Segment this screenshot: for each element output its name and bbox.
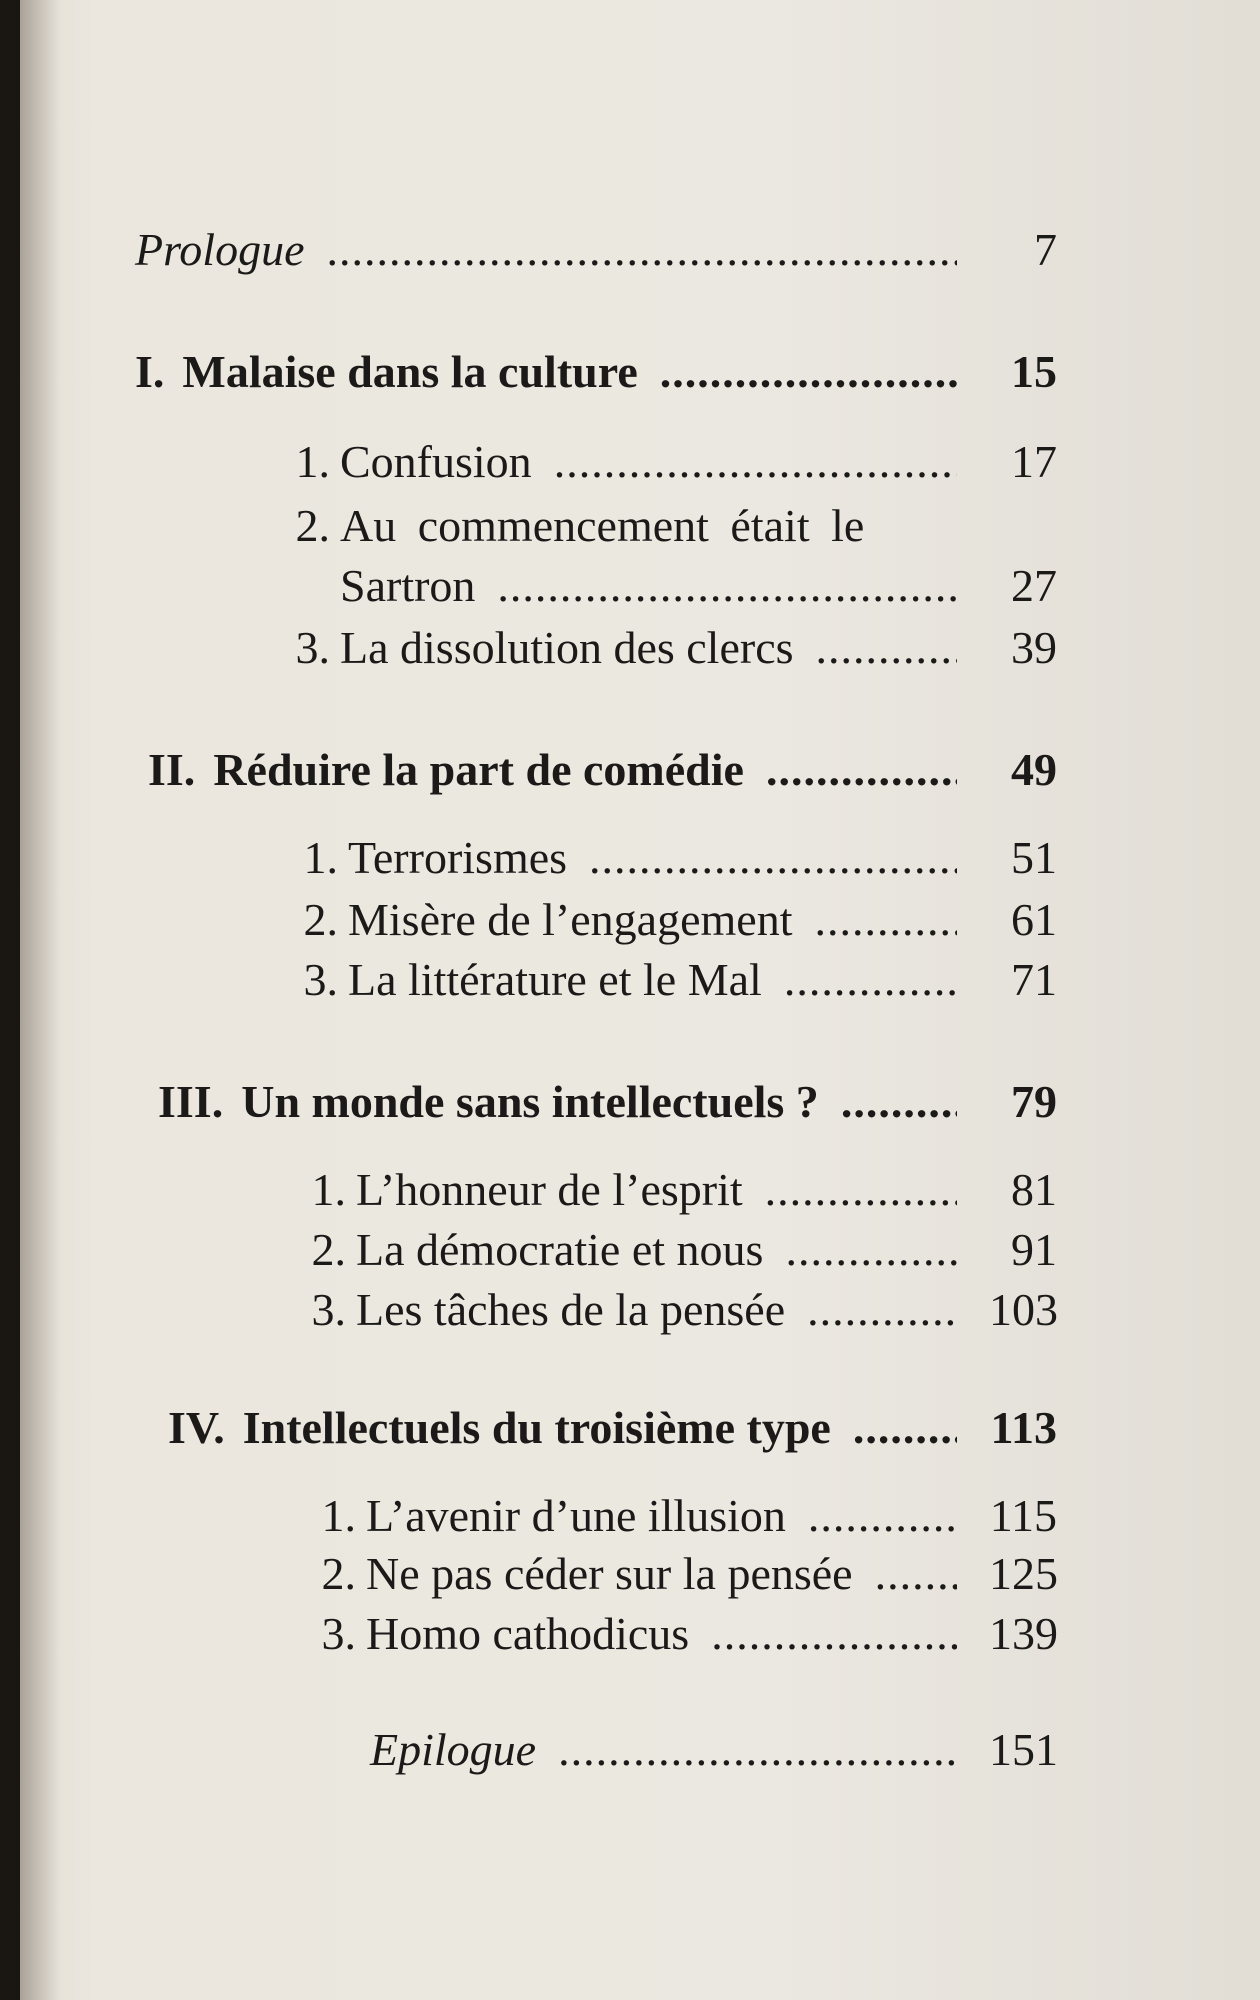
leader-dots [784, 950, 957, 1010]
toc-part-1 [135, 342, 1057, 402]
chapter-number: 2. [295, 500, 330, 551]
page-gutter-shadow [20, 0, 60, 2000]
toc-chapter-2-2 [280, 890, 1057, 950]
chapter-number: 3. [321, 1608, 356, 1659]
toc-title: Ne pas céder sur la pensée [366, 1548, 853, 1599]
leader-dots [853, 1398, 957, 1458]
toc-part-4 [168, 1398, 1057, 1458]
leader-dots [816, 618, 957, 678]
toc-title: La littérature et le Mal [348, 954, 762, 1005]
page-number: 71 [1011, 954, 1057, 1005]
chapter-number: 1. [311, 1164, 346, 1215]
toc-title: Intellectuels du troisième type [242, 1402, 831, 1453]
page-number: 103 [989, 1284, 1058, 1335]
leader-dots [327, 220, 958, 280]
toc-title: Un monde sans intellectuels ? [241, 1076, 819, 1127]
page-number: 113 [990, 1402, 1057, 1453]
leader-dots [660, 342, 957, 402]
leader-dots [589, 828, 957, 888]
toc-title: Malaise dans la culture [182, 346, 638, 397]
toc-chapter-3-1 [288, 1160, 1057, 1220]
page-number: 15 [1011, 346, 1057, 397]
leader-dots [808, 1486, 957, 1546]
page-number: 49 [1011, 744, 1057, 795]
page-number: 61 [1011, 894, 1057, 945]
toc-chapter-3-2 [288, 1220, 1057, 1280]
toc-title: L’honneur de l’esprit [356, 1164, 743, 1215]
toc-chapter-1-3 [272, 618, 1057, 678]
leader-dots [807, 1280, 957, 1340]
chapter-number: 2. [311, 1224, 346, 1275]
toc-title: Au commencement était le [340, 500, 865, 551]
chapter-number: 3. [303, 954, 338, 1005]
chapter-number: 3. [311, 1284, 346, 1335]
part-numeral: IV. [168, 1402, 225, 1453]
toc-title: Prologue [135, 224, 305, 275]
chapter-number: 1. [295, 436, 330, 487]
toc-title: Misère de l’engagement [348, 894, 793, 945]
chapter-number: 1. [321, 1490, 356, 1541]
leader-dots [711, 1604, 957, 1664]
chapter-number: 1. [303, 832, 338, 883]
chapter-number: 2. [303, 894, 338, 945]
toc-title: Les tâches de la pensée [356, 1284, 786, 1335]
page-number: 81 [1011, 1164, 1057, 1215]
page-number: 79 [1011, 1076, 1057, 1127]
toc-title: La démocratie et nous [356, 1224, 764, 1275]
toc-title: Epilogue [370, 1724, 537, 1775]
book-page [20, 0, 1260, 2000]
toc-title: Terrorismes [348, 832, 568, 883]
page-number: 125 [989, 1548, 1058, 1599]
toc-title: L’avenir d’une illusion [366, 1490, 786, 1541]
leader-dots [558, 1720, 957, 1780]
toc-title: La dissolution des clercs [340, 622, 794, 673]
toc-part-2 [148, 740, 1057, 800]
toc-chapter-3-3 [288, 1280, 1057, 1340]
toc-chapter-1-2-line1 [272, 496, 864, 556]
part-numeral: III. [158, 1076, 224, 1127]
toc-title: Sartron [340, 560, 476, 611]
toc-chapter-4-3 [298, 1604, 1057, 1664]
toc-entry-epilogue [370, 1720, 1057, 1780]
toc-part-3 [158, 1072, 1057, 1132]
chapter-number: 3. [295, 622, 330, 673]
leader-dots [554, 432, 957, 492]
page-number: 17 [1011, 436, 1057, 487]
page-number: 51 [1011, 832, 1057, 883]
toc-chapter-4-1 [298, 1486, 1057, 1546]
leader-dots [785, 1220, 957, 1280]
part-numeral: II. [148, 744, 196, 795]
part-numeral: I. [135, 346, 165, 397]
toc-chapter-1-1 [272, 432, 1057, 492]
leader-dots [765, 1160, 957, 1220]
page-number: 91 [1011, 1224, 1057, 1275]
leader-dots [841, 1072, 957, 1132]
page-number: 151 [989, 1724, 1058, 1775]
toc-chapter-4-2 [298, 1544, 1057, 1604]
leader-dots [875, 1544, 957, 1604]
leader-dots [814, 890, 957, 950]
toc-title: Homo cathodicus [366, 1608, 690, 1659]
toc-chapter-2-1 [280, 828, 1057, 888]
chapter-number: 2. [321, 1548, 356, 1599]
leader-dots [766, 740, 957, 800]
toc-title: Réduire la part de comédie [213, 744, 744, 795]
page-number: 27 [1011, 560, 1057, 611]
toc-entry-prologue [135, 220, 1057, 280]
toc-chapter-1-2-line2 [272, 556, 1057, 616]
page-number: 39 [1011, 622, 1057, 673]
toc-chapter-2-3 [280, 950, 1057, 1010]
toc-title: Confusion [340, 436, 532, 487]
page-number: 139 [989, 1608, 1058, 1659]
leader-dots [497, 556, 957, 616]
page-number: 7 [1034, 224, 1057, 275]
page-number: 115 [989, 1490, 1057, 1541]
